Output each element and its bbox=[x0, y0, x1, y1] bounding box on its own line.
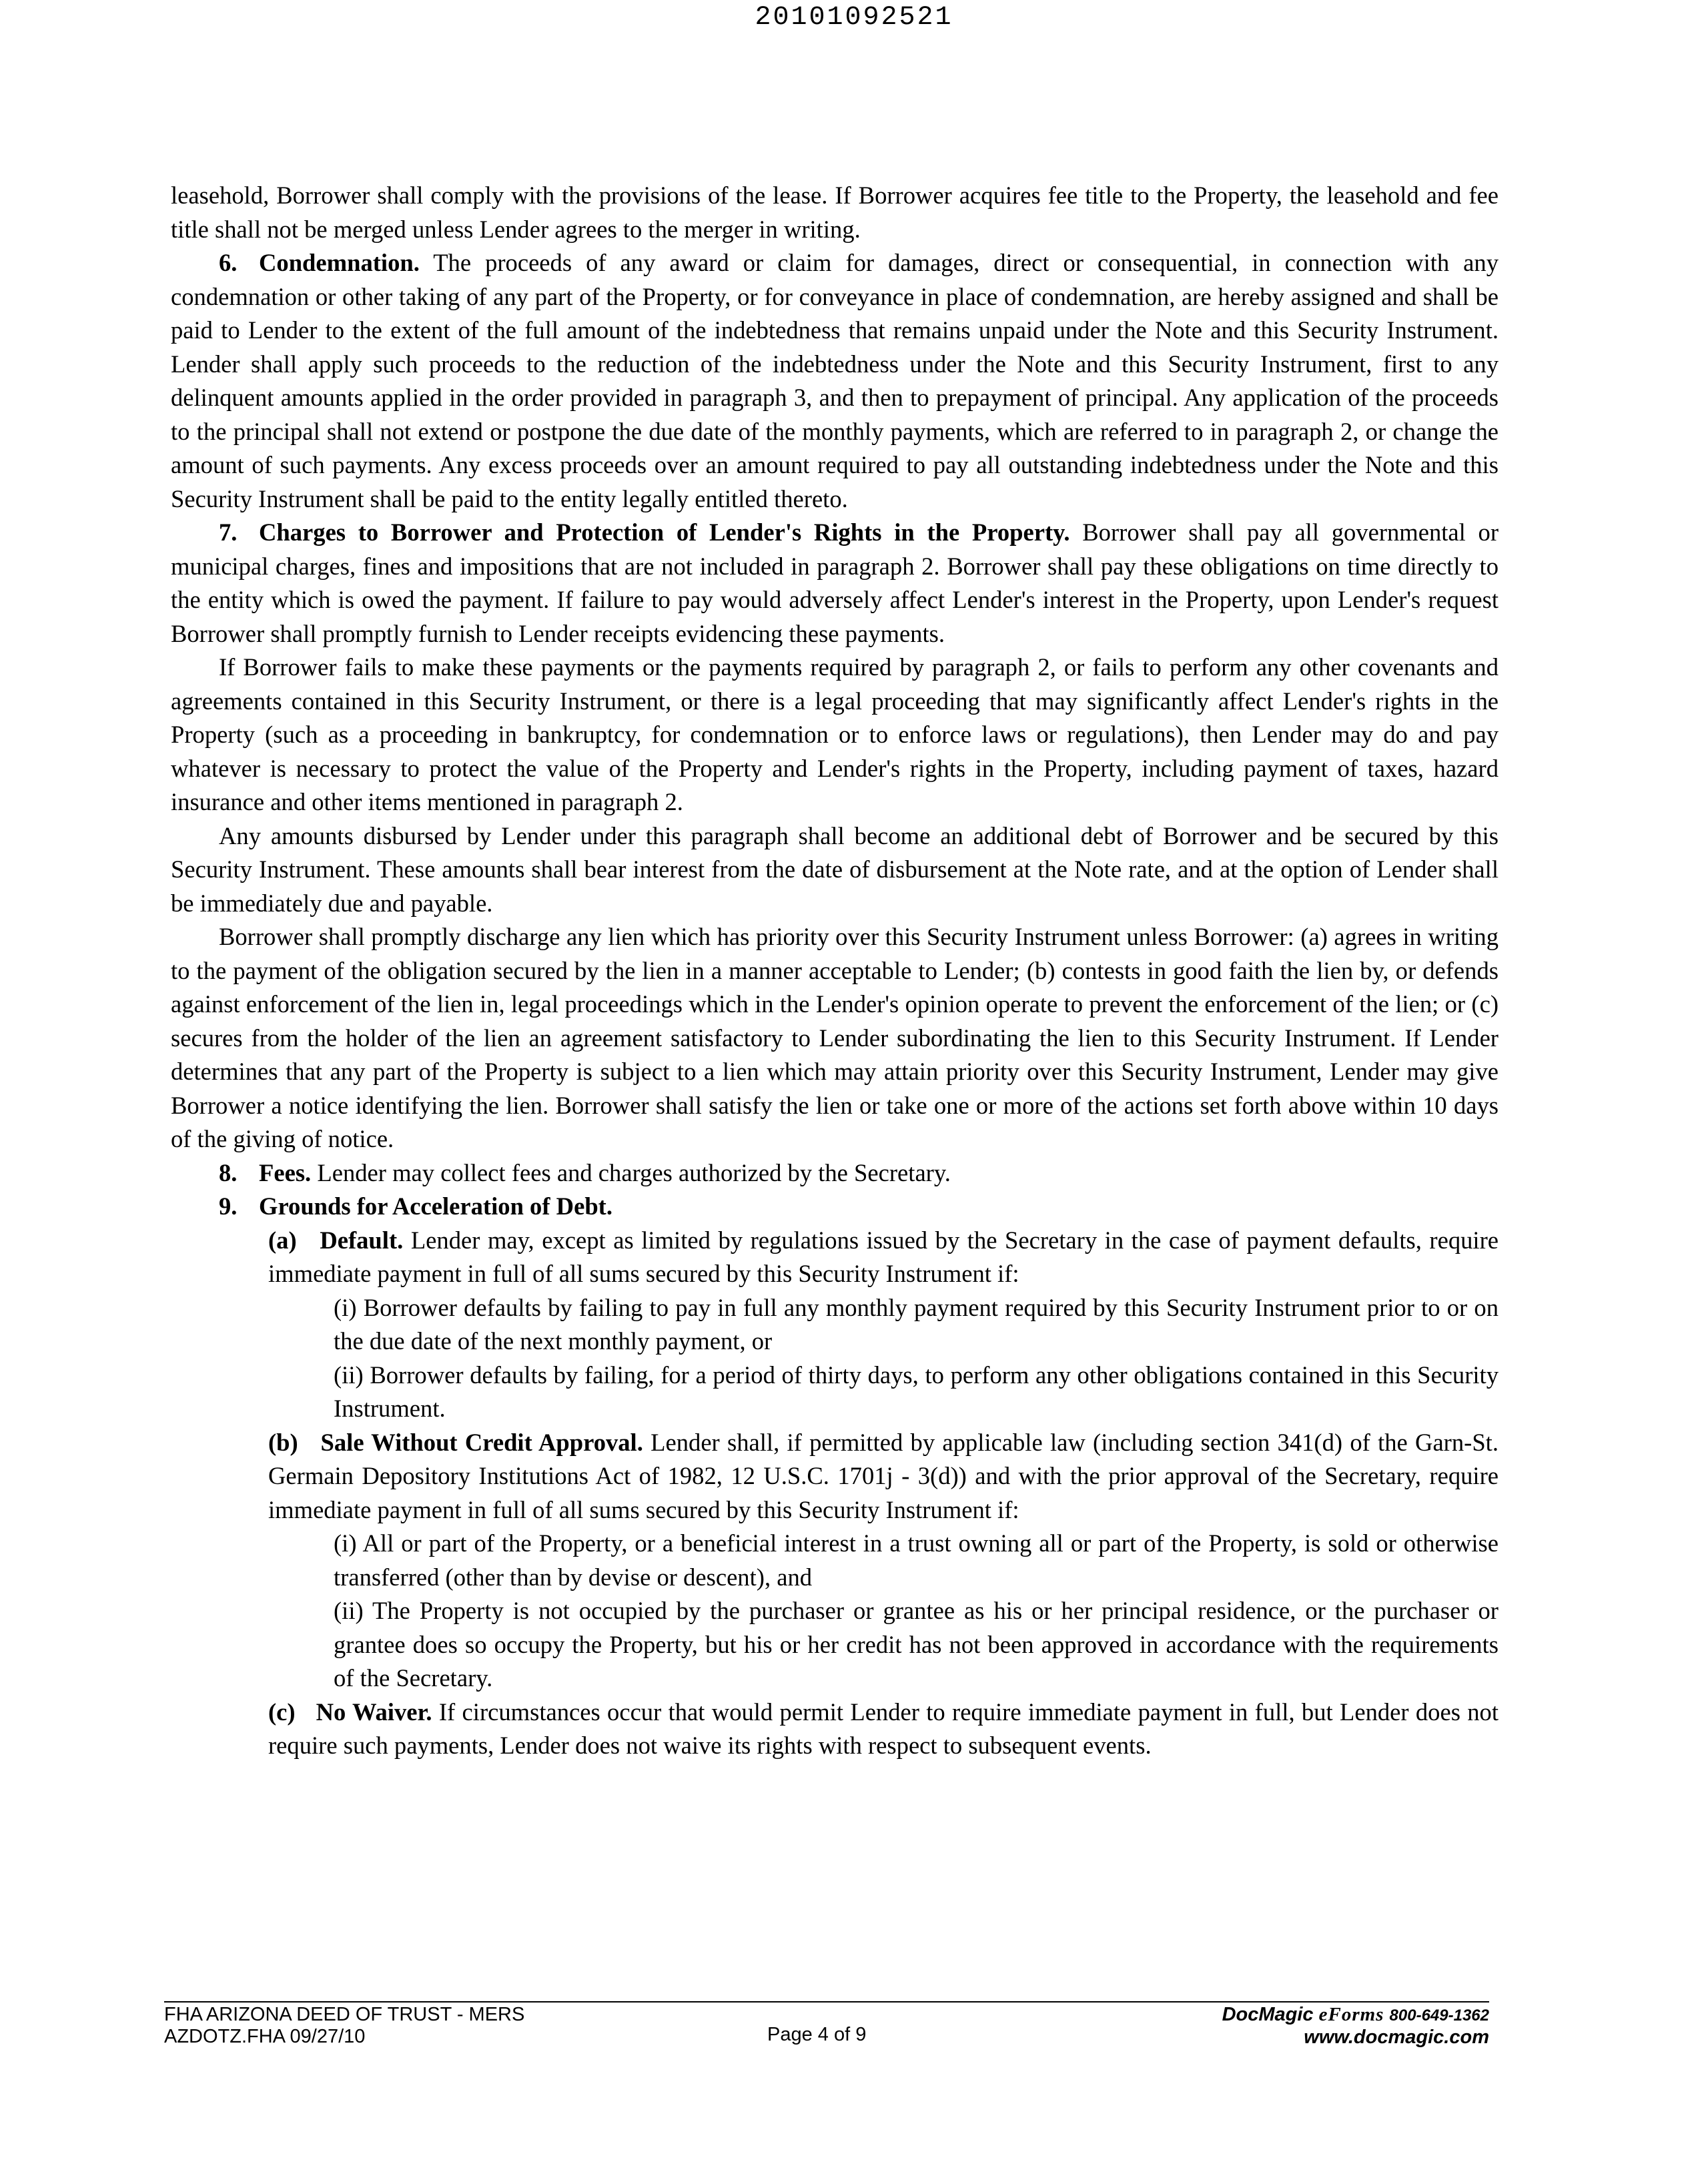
subsection-b-item-ii: (ii) The Property is not occupied by the purchaser or grantee as his or her principal residence, or the purchaser or grantee does so occupy the Property, but his or her credit has not been approved in accordance with the requirements of the Secretary. bbox=[334, 1597, 1499, 1692]
subsection-title: Sale Without Credit Approval. bbox=[320, 1428, 643, 1456]
subsection-b-sale bbox=[171, 1426, 1499, 1527]
subsection-text: If circumstances occur that would permit Lender to require immediate payment in full, but Lender does not require such payments, Lender does not waive its rights with respect to subsequent events. bbox=[268, 1698, 1499, 1759]
subsection-label: (a) bbox=[268, 1226, 297, 1254]
recording-number: 20101092521 bbox=[755, 3, 953, 33]
form-title: FHA ARIZONA DEED OF TRUST - MERS bbox=[164, 2004, 525, 2025]
subsection-b-item-i: (i) All or part of the Property, or a beneficial interest in a trust owning all or part of the Property, is sold or otherwise transferred (other than by devise or descent), and bbox=[334, 1529, 1499, 1591]
section-7-charges bbox=[171, 516, 1499, 651]
publisher-website: www.docmagic.com bbox=[1304, 2027, 1489, 2048]
section-number: 8. bbox=[219, 1158, 238, 1186]
section-9-heading bbox=[171, 1190, 1499, 1224]
document-body bbox=[171, 179, 1499, 1763]
section-text: Lender may collect fees and charges authorized by the Secretary. bbox=[317, 1158, 951, 1186]
section-7-paragraph-4: Borrower shall promptly discharge any lien which has priority over this Security Instrument unless Borrower: (a) agrees in writing to the payment of the obligation secured by the lien in a manner acceptable to Lender; (b) contests in good faith the lien by, or defends against enforcement of the lien in, legal proceedings which in the Lender's opinion operate to prevent the enforcement of the lien; or (c) secures from the holder of the lien an agreement satisfactory to Lender subordinating the lien to this Security Instrument. If Lender determines that any part of the Property is subject to a lien which may attain priority over this Security Instrument, Lender may give Borrower a notice identifying the lien. Borrower shall satisfy the lien or take one or more of the actions set forth above within 10 days of the giving of notice. bbox=[171, 923, 1499, 1152]
eforms-logo: eForms bbox=[1318, 2004, 1384, 2025]
subsection-a-item-i: (i) Borrower defaults by failing to pay in full any monthly payment required by this Security Instrument prior to or on the due date of the next monthly payment, or bbox=[334, 1293, 1499, 1355]
publisher-phone: 800-649-1362 bbox=[1389, 2007, 1489, 2025]
footer-publisher bbox=[1222, 2004, 1489, 2049]
section-title: Grounds for Acceleration of Debt. bbox=[259, 1192, 612, 1220]
page-number: Page 4 of 9 bbox=[767, 2024, 867, 2045]
section-6-condemnation bbox=[171, 246, 1499, 516]
section-7-paragraph-3: Any amounts disbursed by Lender under this paragraph shall become an additional debt of Borrower and be secured by this Security Instrument. These amounts shall bear interest from the date of disbursement at the Note rate, and at the option of Lender shall be immediately due and payable. bbox=[171, 821, 1499, 917]
section-number: 6. bbox=[219, 249, 238, 276]
section-number: 7. bbox=[219, 518, 238, 546]
subsection-title: No Waiver. bbox=[316, 1698, 432, 1726]
section-text: The proceeds of any award or claim for damages, direct or consequential, in connection with any condemnation or other taking of any part of the Property, or for conveyance in place of condemnation, are hereby assigned and shall be paid to Lender to the extent of the full amount of the indebtedness that remains unpaid under the Note and this Security Instrument. Lender shall apply such proceeds to the reduction of the indebtedness under the Note and this Security Instrument, first to any delinquent amounts applied in the order provided in paragraph 3, and then to prepayment of principal. Any application of the proceeds to the principal shall not extend or postpone the due date of the monthly payments, which are referred to in paragraph 2, or change the amount of such payments. Any excess proceeds over an amount required to pay all outstanding indebtedness under the Note and this Security Instrument shall be paid to the entity legally entitled thereto. bbox=[171, 249, 1499, 512]
section-8-fees bbox=[171, 1156, 1499, 1190]
subsection-c-no-waiver bbox=[171, 1696, 1499, 1763]
subsection-text: Lender may, except as limited by regulations issued by the Secretary in the case of payment defaults, require immediate payment in full of all sums secured by this Security Instrument if: bbox=[268, 1226, 1499, 1287]
subsection-label: (b) bbox=[268, 1428, 298, 1456]
subsection-title: Default. bbox=[320, 1226, 404, 1254]
publisher-brand: DocMagic bbox=[1222, 2004, 1314, 2025]
section-title: Condemnation. bbox=[259, 249, 420, 276]
subsection-label: (c) bbox=[268, 1698, 296, 1726]
section-title: Fees. bbox=[259, 1158, 312, 1186]
footer-form-info bbox=[164, 2004, 524, 2048]
leasehold-paragraph: leasehold, Borrower shall comply with the provisions of the lease. If Borrower acquires fee title to the Property, the leasehold and fee title shall not be merged unless Lender agrees to the merger in writing. bbox=[171, 182, 1499, 243]
section-text: Borrower shall pay all governmental or municipal charges, fines and impositions that are not included in paragraph 2. Borrower shall pay these obligations on time directly to the entity which is owed the payment. If failure to pay would adversely affect Lender's interest in the Property, upon Lender's request Borrower shall promptly furnish to Lender receipts evidencing these payments. bbox=[171, 518, 1499, 647]
subsection-text: Lender shall, if permitted by applicable law (including section 341(d) of the Garn-St. Germain Depository Institutions Act of 1982, 12 U.S.C. 1701j - 3(d)) and with the prior approval of the Secretary, require immediate payment in full of all sums secured by this Security Instrument if: bbox=[268, 1428, 1499, 1523]
subsection-a-default bbox=[171, 1224, 1499, 1291]
section-7-paragraph-2: If Borrower fails to make these payments or the payments required by paragraph 2, or fails to perform any other covenants and agreements contained in this Security Instrument, or there is a legal proceeding that may significantly affect Lender's rights in the Property (such as a proceeding in bankruptcy, for condemnation or to enforce laws or regulations), then Lender may do and pay whatever is necessary to protect the value of the Property and Lender's rights in the Property, including payment of taxes, hazard insurance and other items mentioned in paragraph 2. bbox=[171, 653, 1499, 815]
section-number: 9. bbox=[219, 1192, 238, 1220]
section-title: Charges to Borrower and Protection of Lender's Rights in the Property. bbox=[259, 518, 1070, 546]
form-code: AZDOTZ.FHA 09/27/10 bbox=[164, 2026, 366, 2047]
subsection-a-item-ii: (ii) Borrower defaults by failing, for a period of thirty days, to perform any other obligations contained in this Security Instrument. bbox=[334, 1361, 1499, 1422]
footer-divider bbox=[164, 2001, 1489, 2003]
